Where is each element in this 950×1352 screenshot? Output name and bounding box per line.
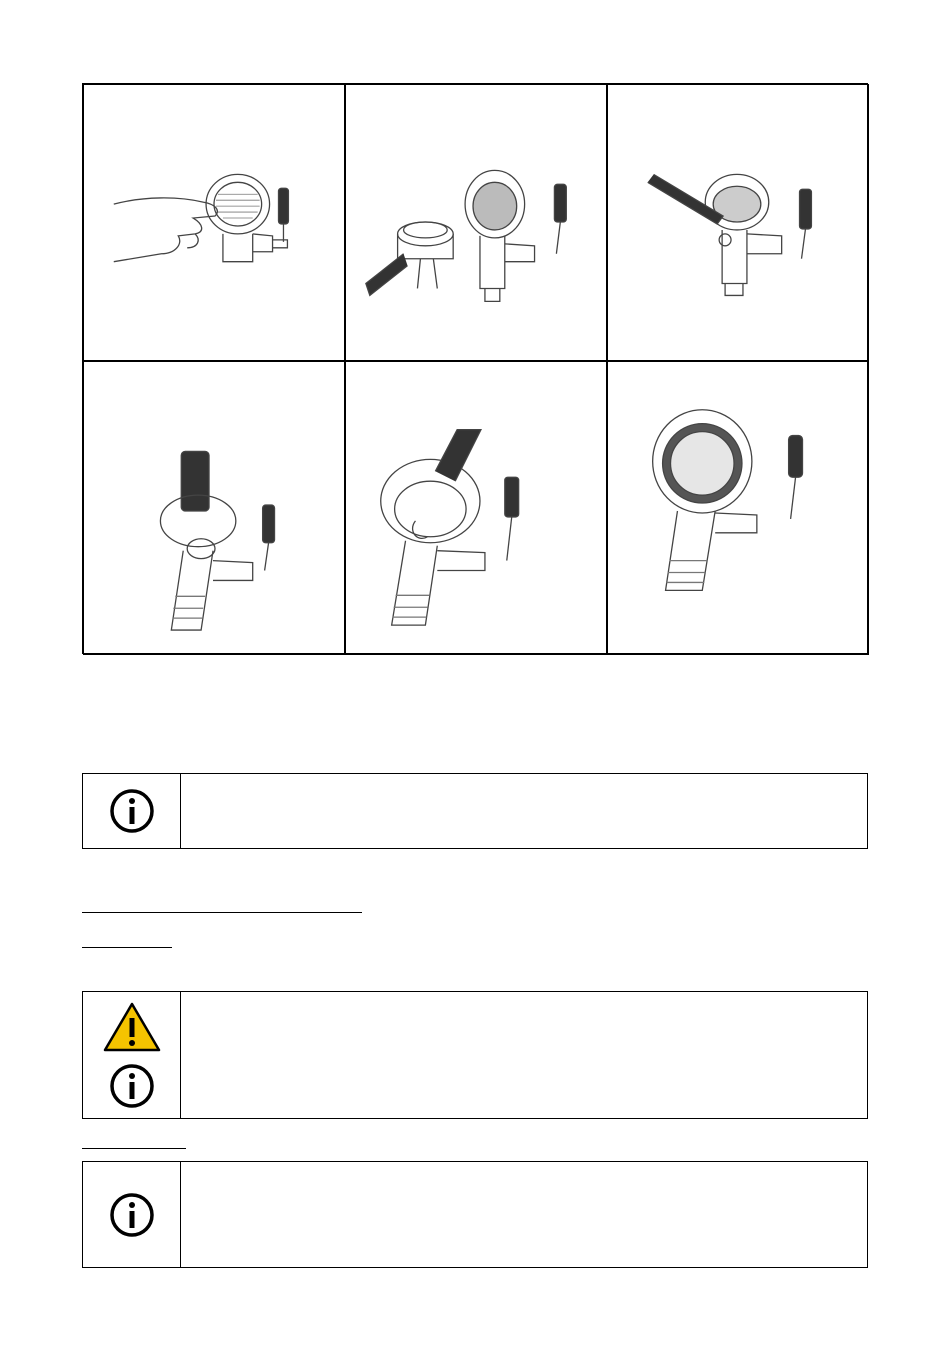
note-icon-column: [83, 992, 181, 1118]
info-icon: [109, 1192, 155, 1238]
warning-icon: [102, 1001, 162, 1053]
step-4-cell: [83, 361, 345, 655]
group-head-with-new-gasket-illustration: [608, 362, 868, 654]
portafilter-and-group-head-illustration: [346, 85, 606, 360]
step-1-cell: [83, 84, 345, 361]
maintenance-steps-figure: [82, 83, 868, 654]
note-text: [181, 774, 867, 848]
note-text: [181, 992, 867, 1118]
brush-inserted-in-group-illustration: [84, 362, 344, 654]
step-2-cell: [345, 84, 607, 361]
step-3-cell: [607, 84, 869, 361]
info-note-2: [82, 1161, 868, 1268]
cleaning-tool-on-group-head-illustration: [608, 85, 868, 360]
info-icon: [109, 788, 155, 834]
info-icon: [109, 1063, 155, 1109]
subsection-heading-underline: [82, 947, 172, 948]
note-icon-column: [83, 1162, 181, 1267]
step-5-cell: [345, 361, 607, 655]
subsection-heading-underline-2: [82, 1148, 186, 1149]
step-6-cell: [607, 361, 869, 655]
warning-note: [82, 991, 868, 1119]
info-note-1: [82, 773, 868, 849]
brush-hooking-gasket-illustration: [346, 362, 606, 654]
note-text: [181, 1162, 867, 1267]
hand-removing-shower-screen-illustration: [84, 85, 344, 360]
note-icon-column: [83, 774, 181, 848]
section-heading-underline: [82, 912, 362, 913]
